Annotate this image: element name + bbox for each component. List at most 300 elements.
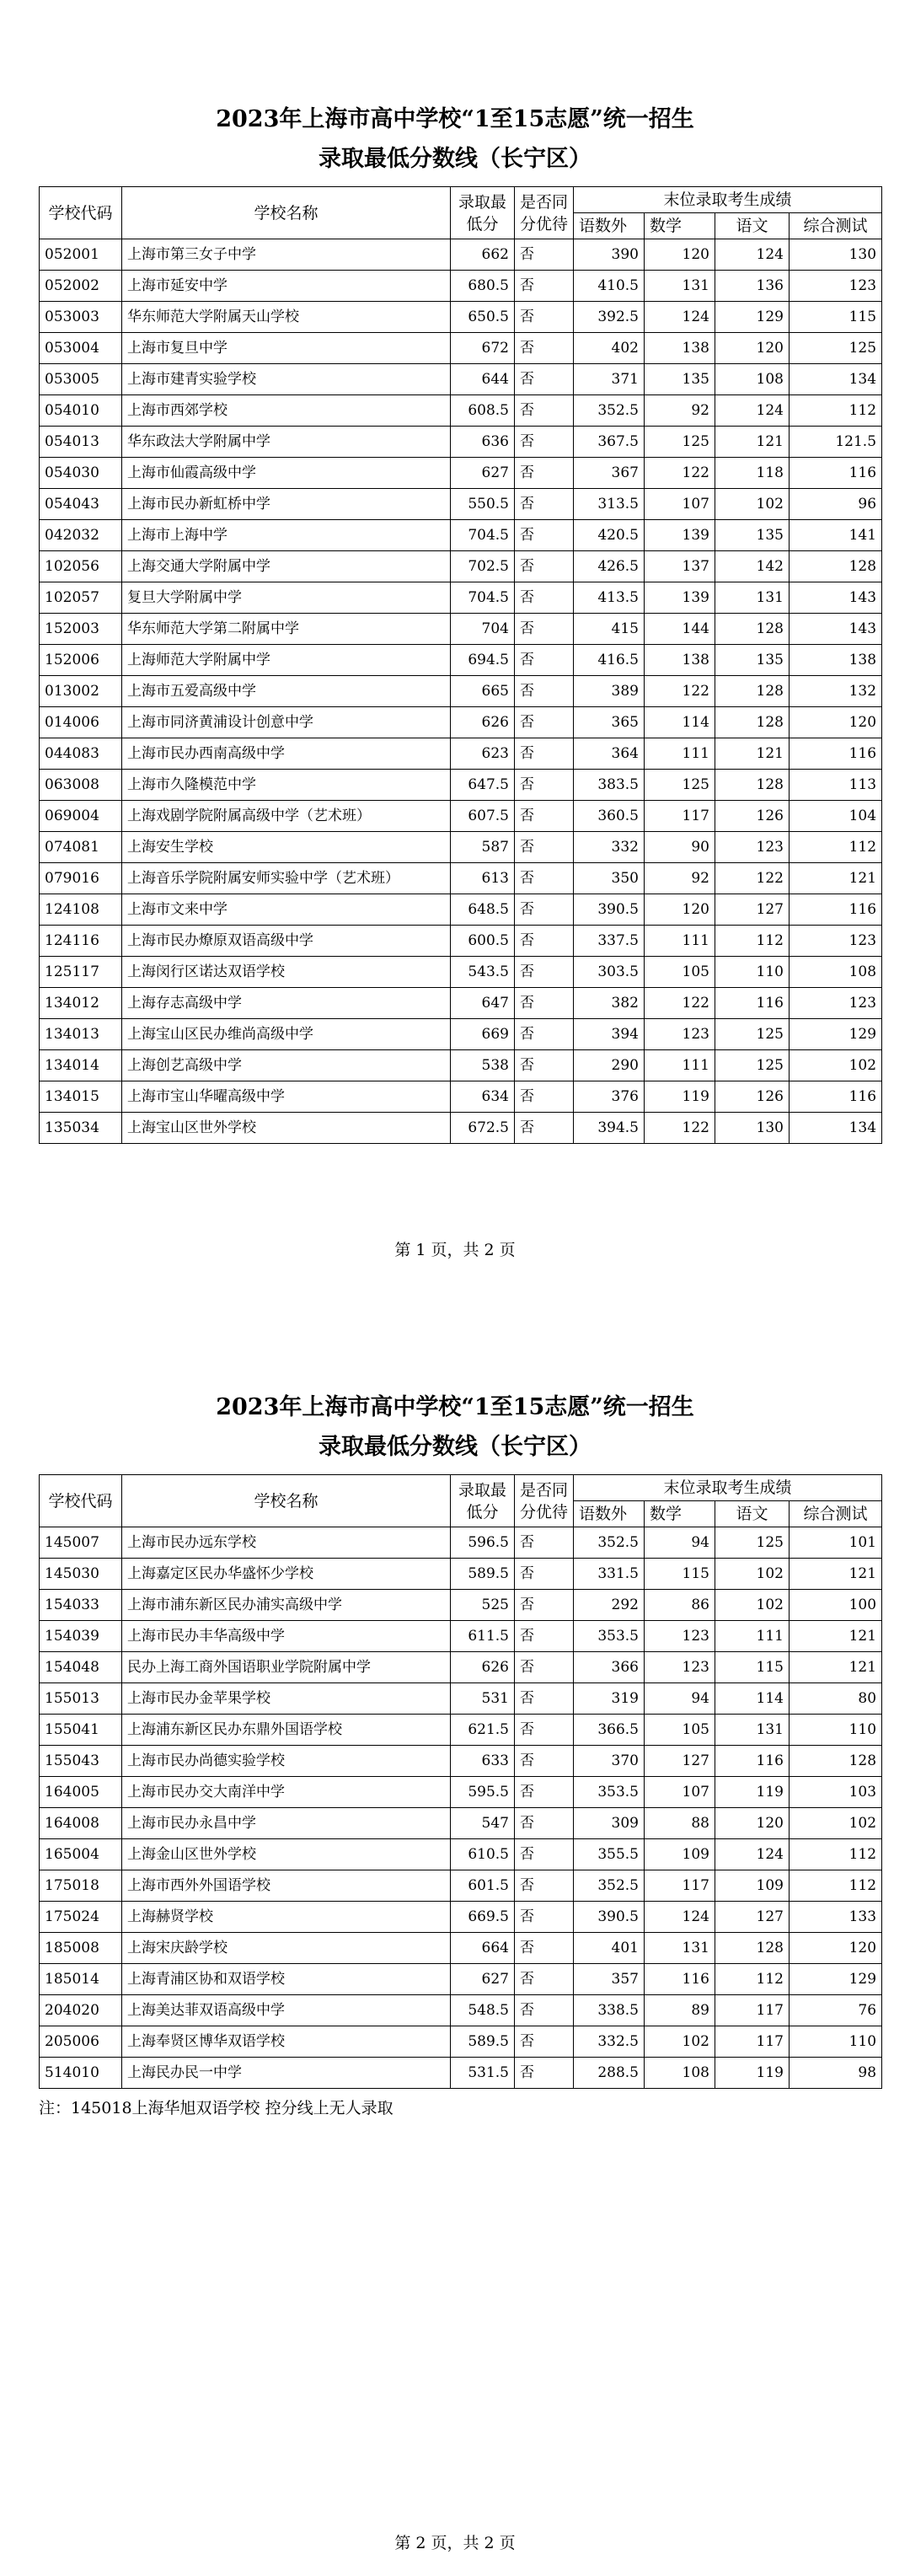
- score-math: 139: [645, 520, 715, 551]
- school-code: 079016: [40, 863, 122, 894]
- min-score: 613: [451, 863, 515, 894]
- priority-flag: 否: [515, 832, 574, 863]
- score-math: 111: [645, 738, 715, 770]
- min-score: 621.5: [451, 1715, 515, 1746]
- table-row: [40, 302, 882, 333]
- min-score: 633: [451, 1746, 515, 1777]
- score-comprehensive: 116: [790, 1081, 882, 1113]
- header-last-group: 末位录取考生成绩: [574, 1475, 882, 1501]
- priority-flag: 否: [515, 2058, 574, 2089]
- document-subtitle: 录取最低分数线（长宁区）: [318, 146, 592, 172]
- school-name: 上海市西外外国语学校: [122, 1870, 451, 1902]
- min-score: 662: [451, 239, 515, 271]
- score-ysw: 290: [574, 1050, 645, 1081]
- min-score: 647: [451, 988, 515, 1019]
- table-row: [40, 1746, 882, 1777]
- score-math: 123: [645, 1621, 715, 1652]
- table-row: [40, 1870, 882, 1902]
- table-row: [40, 1621, 882, 1652]
- school-code: 514010: [40, 2058, 122, 2089]
- priority-flag: 否: [515, 707, 574, 738]
- priority-flag: 否: [515, 364, 574, 395]
- school-name: 上海市宝山华曜高级中学: [122, 1081, 451, 1113]
- header-priority: [515, 1475, 574, 1527]
- score-comprehensive: 110: [790, 1715, 882, 1746]
- school-name: 上海市仙霞高级中学: [122, 458, 451, 489]
- score-math: 108: [645, 2058, 715, 2089]
- school-name: 上海市民办永昌中学: [122, 1808, 451, 1839]
- table-row: [40, 1964, 882, 1995]
- score-chinese: 125: [715, 1019, 790, 1050]
- score-chinese: 116: [715, 988, 790, 1019]
- priority-flag: 否: [515, 1870, 574, 1902]
- score-ysw: 352.5: [574, 395, 645, 427]
- score-math: 144: [645, 614, 715, 645]
- table-row: [40, 239, 882, 271]
- priority-flag: 否: [515, 1019, 574, 1050]
- score-math: 109: [645, 1839, 715, 1870]
- school-code: 053003: [40, 302, 122, 333]
- table-row: [40, 1995, 882, 2026]
- school-code: 205006: [40, 2026, 122, 2058]
- score-chinese: 108: [715, 364, 790, 395]
- school-name: 华东师范大学附属天山学校: [122, 302, 451, 333]
- priority-flag: 否: [515, 2026, 574, 2058]
- school-code: 154033: [40, 1590, 122, 1621]
- school-code: 145030: [40, 1559, 122, 1590]
- score-comprehensive: 121.5: [790, 427, 882, 458]
- score-math: 89: [645, 1995, 715, 2026]
- min-score: 623: [451, 738, 515, 770]
- min-score: 548.5: [451, 1995, 515, 2026]
- table-row: [40, 1081, 882, 1113]
- header-ysw: 语数外: [574, 213, 645, 239]
- school-name: 上海宝山区民办维尚高级中学: [122, 1019, 451, 1050]
- score-chinese: 128: [715, 676, 790, 707]
- score-comprehensive: 113: [790, 770, 882, 801]
- table-row: [40, 1113, 882, 1144]
- priority-flag: 否: [515, 801, 574, 832]
- school-code: 152006: [40, 645, 122, 676]
- school-name: 上海市浦东新区民办浦实高级中学: [122, 1590, 451, 1621]
- score-comprehensive: 121: [790, 1621, 882, 1652]
- score-math: 94: [645, 1527, 715, 1559]
- score-chinese: 124: [715, 239, 790, 271]
- min-score: 704.5: [451, 582, 515, 614]
- score-math: 114: [645, 707, 715, 738]
- score-ysw: 357: [574, 1964, 645, 1995]
- school-name: 上海市久隆模范中学: [122, 770, 451, 801]
- school-name: 上海嘉定区民办华盛怀少学校: [122, 1559, 451, 1590]
- score-ysw: 415: [574, 614, 645, 645]
- header-comprehensive: 综合测试: [790, 1501, 882, 1527]
- score-comprehensive: 133: [790, 1902, 882, 1933]
- score-comprehensive: 76: [790, 1995, 882, 2026]
- header-min-score: [451, 187, 515, 239]
- table-row: [40, 801, 882, 832]
- score-comprehensive: 102: [790, 1808, 882, 1839]
- page-footer: 第 1 页，共 2 页: [394, 1241, 516, 1259]
- min-score: 627: [451, 1964, 515, 1995]
- score-comprehensive: 116: [790, 738, 882, 770]
- table-row: [40, 489, 882, 520]
- school-code: 164008: [40, 1808, 122, 1839]
- score-ysw: 319: [574, 1683, 645, 1715]
- score-table: [39, 186, 882, 1144]
- score-comprehensive: 108: [790, 957, 882, 988]
- school-code: 154039: [40, 1621, 122, 1652]
- score-chinese: 126: [715, 801, 790, 832]
- school-name: 上海安生学校: [122, 832, 451, 863]
- score-math: 124: [645, 302, 715, 333]
- min-score: 547: [451, 1808, 515, 1839]
- table-row: [40, 395, 882, 427]
- priority-flag: 否: [515, 271, 574, 302]
- priority-flag: 否: [515, 863, 574, 894]
- score-chinese: 109: [715, 1870, 790, 1902]
- score-ysw: 313.5: [574, 489, 645, 520]
- min-score: 704.5: [451, 520, 515, 551]
- table-row: [40, 364, 882, 395]
- score-math: 122: [645, 676, 715, 707]
- score-comprehensive: 125: [790, 333, 882, 364]
- score-chinese: 121: [715, 427, 790, 458]
- score-math: 107: [645, 1777, 715, 1808]
- school-name: 上海创艺高级中学: [122, 1050, 451, 1081]
- school-code: 052001: [40, 239, 122, 271]
- score-chinese: 129: [715, 302, 790, 333]
- school-name: 上海市民办丰华高级中学: [122, 1621, 451, 1652]
- min-score: 538: [451, 1050, 515, 1081]
- min-score: 650.5: [451, 302, 515, 333]
- school-code: 053005: [40, 364, 122, 395]
- score-chinese: 128: [715, 614, 790, 645]
- min-score: 644: [451, 364, 515, 395]
- score-math: 122: [645, 988, 715, 1019]
- score-ysw: 350: [574, 863, 645, 894]
- priority-flag: 否: [515, 333, 574, 364]
- table-row: [40, 333, 882, 364]
- school-code: 069004: [40, 801, 122, 832]
- header-last-group: 末位录取考生成绩: [574, 187, 882, 213]
- score-chinese: 128: [715, 707, 790, 738]
- min-score: 608.5: [451, 395, 515, 427]
- score-chinese: 111: [715, 1621, 790, 1652]
- school-code: 125117: [40, 957, 122, 988]
- score-math: 137: [645, 551, 715, 582]
- priority-flag: 否: [515, 395, 574, 427]
- score-chinese: 119: [715, 1777, 790, 1808]
- score-comprehensive: 112: [790, 1870, 882, 1902]
- score-comprehensive: 116: [790, 458, 882, 489]
- score-math: 115: [645, 1559, 715, 1590]
- score-ysw: 331.5: [574, 1559, 645, 1590]
- school-name: 上海市西郊学校: [122, 395, 451, 427]
- min-score: 531.5: [451, 2058, 515, 2089]
- header-ysw: 语数外: [574, 1501, 645, 1527]
- score-math: 125: [645, 427, 715, 458]
- min-score: 525: [451, 1590, 515, 1621]
- score-math: 92: [645, 863, 715, 894]
- score-ysw: 360.5: [574, 801, 645, 832]
- priority-flag: 否: [515, 302, 574, 333]
- priority-flag: 否: [515, 926, 574, 957]
- score-table-body: [40, 1527, 882, 2089]
- score-comprehensive: 115: [790, 302, 882, 333]
- score-chinese: 102: [715, 1590, 790, 1621]
- school-name: 上海市第三女子中学: [122, 239, 451, 271]
- score-math: 102: [645, 2026, 715, 2058]
- school-code: 185008: [40, 1933, 122, 1964]
- school-code: 134015: [40, 1081, 122, 1113]
- score-math: 122: [645, 1113, 715, 1144]
- priority-flag: 否: [515, 458, 574, 489]
- school-name: 民办上海工商外国语职业学院附属中学: [122, 1652, 451, 1683]
- priority-flag: 否: [515, 582, 574, 614]
- score-comprehensive: 112: [790, 1839, 882, 1870]
- score-chinese: 142: [715, 551, 790, 582]
- score-math: 119: [645, 1081, 715, 1113]
- min-score: 669.5: [451, 1902, 515, 1933]
- min-score: 636: [451, 427, 515, 458]
- min-score: 647.5: [451, 770, 515, 801]
- header-priority: [515, 187, 574, 239]
- table-row: [40, 520, 882, 551]
- score-comprehensive: 134: [790, 1113, 882, 1144]
- min-score: 704: [451, 614, 515, 645]
- document-title: 2023年上海市高中学校“1至15志愿”统一招生: [216, 106, 694, 132]
- score-comprehensive: 138: [790, 645, 882, 676]
- school-name: 上海市民办西南高级中学: [122, 738, 451, 770]
- score-comprehensive: 103: [790, 1777, 882, 1808]
- school-name: 上海美达菲双语高级中学: [122, 1995, 451, 2026]
- priority-flag: 否: [515, 239, 574, 271]
- score-math: 123: [645, 1019, 715, 1050]
- document-subtitle: 录取最低分数线（长宁区）: [318, 1434, 592, 1460]
- priority-flag: 否: [515, 770, 574, 801]
- score-chinese: 116: [715, 1746, 790, 1777]
- priority-flag: 否: [515, 1933, 574, 1964]
- min-score: 664: [451, 1933, 515, 1964]
- school-code: 074081: [40, 832, 122, 863]
- school-code: 124116: [40, 926, 122, 957]
- min-score: 543.5: [451, 957, 515, 988]
- score-chinese: 120: [715, 333, 790, 364]
- school-name: 上海宋庆龄学校: [122, 1933, 451, 1964]
- min-score: 672: [451, 333, 515, 364]
- min-score: 611.5: [451, 1621, 515, 1652]
- score-ysw: 392.5: [574, 302, 645, 333]
- priority-flag: 否: [515, 1652, 574, 1683]
- score-comprehensive: 128: [790, 551, 882, 582]
- score-comprehensive: 101: [790, 1527, 882, 1559]
- score-math: 105: [645, 1715, 715, 1746]
- min-score: 634: [451, 1081, 515, 1113]
- score-table: [39, 1474, 882, 2089]
- score-chinese: 117: [715, 2026, 790, 2058]
- score-math: 139: [645, 582, 715, 614]
- school-code: 164005: [40, 1777, 122, 1808]
- table-row: [40, 1715, 882, 1746]
- table-row: [40, 1590, 882, 1621]
- table-row: [40, 957, 882, 988]
- school-name: 上海宝山区世外学校: [122, 1113, 451, 1144]
- min-score: 610.5: [451, 1839, 515, 1870]
- score-comprehensive: 130: [790, 239, 882, 271]
- table-row: [40, 1683, 882, 1715]
- score-comprehensive: 100: [790, 1590, 882, 1621]
- score-math: 111: [645, 1050, 715, 1081]
- school-code: 185014: [40, 1964, 122, 1995]
- score-math: 122: [645, 458, 715, 489]
- score-chinese: 117: [715, 1995, 790, 2026]
- school-name: 上海闵行区诺达双语学校: [122, 957, 451, 988]
- score-comprehensive: 120: [790, 1933, 882, 1964]
- score-math: 117: [645, 801, 715, 832]
- page-footer: 第 2 页，共 2 页: [394, 2534, 516, 2552]
- score-comprehensive: 141: [790, 520, 882, 551]
- priority-flag: 否: [515, 957, 574, 988]
- score-comprehensive: 112: [790, 832, 882, 863]
- school-name: 上海市民办尚德实验学校: [122, 1746, 451, 1777]
- priority-flag: 否: [515, 1964, 574, 1995]
- min-score: 669: [451, 1019, 515, 1050]
- priority-flag: 否: [515, 1590, 574, 1621]
- header-code: 学校代码: [40, 187, 122, 239]
- table-row: [40, 427, 882, 458]
- score-chinese: 127: [715, 1902, 790, 1933]
- score-ysw: 337.5: [574, 926, 645, 957]
- priority-flag: 否: [515, 1746, 574, 1777]
- score-comprehensive: 128: [790, 1746, 882, 1777]
- score-ysw: 426.5: [574, 551, 645, 582]
- score-comprehensive: 120: [790, 707, 882, 738]
- score-math: 120: [645, 894, 715, 926]
- score-chinese: 131: [715, 582, 790, 614]
- score-math: 123: [645, 1652, 715, 1683]
- table-row: [40, 1050, 882, 1081]
- score-comprehensive: 104: [790, 801, 882, 832]
- school-code: 053004: [40, 333, 122, 364]
- header-name: 学校名称: [122, 1475, 451, 1527]
- score-chinese: 114: [715, 1683, 790, 1715]
- school-code: 013002: [40, 676, 122, 707]
- header-min-score-line1: 录取最: [458, 192, 506, 212]
- table-row: [40, 988, 882, 1019]
- table-row: [40, 707, 882, 738]
- school-name: 上海市同济黄浦设计创意中学: [122, 707, 451, 738]
- priority-flag: 否: [515, 1902, 574, 1933]
- table-row: [40, 458, 882, 489]
- score-ysw: 364: [574, 738, 645, 770]
- table-note: 注：145018上海华旭双语学校 控分线上无人录取: [39, 2099, 393, 2117]
- score-ysw: 394.5: [574, 1113, 645, 1144]
- table-row: [40, 894, 882, 926]
- score-ysw: 390.5: [574, 1902, 645, 1933]
- table-row: [40, 1839, 882, 1870]
- score-math: 138: [645, 645, 715, 676]
- score-ysw: 376: [574, 1081, 645, 1113]
- school-name: 复旦大学附属中学: [122, 582, 451, 614]
- school-name: 上海浦东新区民办东鼎外国语学校: [122, 1715, 451, 1746]
- table-row: [40, 832, 882, 863]
- header-min-score-line2: 低分: [466, 1502, 499, 1521]
- school-name: 上海市民办燎原双语高级中学: [122, 926, 451, 957]
- score-ysw: 288.5: [574, 2058, 645, 2089]
- priority-flag: 否: [515, 1050, 574, 1081]
- table-row: [40, 1808, 882, 1839]
- score-comprehensive: 116: [790, 894, 882, 926]
- school-name: 上海交通大学附属中学: [122, 551, 451, 582]
- header-priority-line2: 分优待: [520, 1502, 569, 1521]
- table-row: [40, 271, 882, 302]
- score-chinese: 102: [715, 1559, 790, 1590]
- score-ysw: 366: [574, 1652, 645, 1683]
- page-2: [0, 1288, 910, 2576]
- score-math: 94: [645, 1683, 715, 1715]
- min-score: 648.5: [451, 894, 515, 926]
- score-comprehensive: 129: [790, 1964, 882, 1995]
- min-score: 672.5: [451, 1113, 515, 1144]
- score-chinese: 127: [715, 894, 790, 926]
- score-chinese: 130: [715, 1113, 790, 1144]
- header-min-score-line2: 低分: [466, 214, 499, 233]
- school-name: 上海市复旦中学: [122, 333, 451, 364]
- school-code: 175024: [40, 1902, 122, 1933]
- score-chinese: 115: [715, 1652, 790, 1683]
- score-table-body: [40, 239, 882, 1144]
- score-ysw: 383.5: [574, 770, 645, 801]
- score-comprehensive: 110: [790, 2026, 882, 2058]
- table-row: [40, 1019, 882, 1050]
- priority-flag: 否: [515, 738, 574, 770]
- score-chinese: 124: [715, 395, 790, 427]
- score-comprehensive: 134: [790, 364, 882, 395]
- table-row: [40, 614, 882, 645]
- score-chinese: 128: [715, 770, 790, 801]
- score-ysw: 352.5: [574, 1527, 645, 1559]
- header-priority-line2: 分优待: [520, 214, 569, 233]
- score-math: 127: [645, 1746, 715, 1777]
- score-comprehensive: 143: [790, 614, 882, 645]
- score-ysw: 402: [574, 333, 645, 364]
- min-score: 596.5: [451, 1527, 515, 1559]
- score-ysw: 309: [574, 1808, 645, 1839]
- min-score: 694.5: [451, 645, 515, 676]
- document-title: 2023年上海市高中学校“1至15志愿”统一招生: [216, 1394, 694, 1420]
- priority-flag: 否: [515, 1839, 574, 1870]
- school-name: 上海存志高级中学: [122, 988, 451, 1019]
- score-chinese: 112: [715, 926, 790, 957]
- min-score: 680.5: [451, 271, 515, 302]
- min-score: 589.5: [451, 2026, 515, 2058]
- score-ysw: 416.5: [574, 645, 645, 676]
- header-math: 数学: [645, 213, 715, 239]
- school-name: 上海市文来中学: [122, 894, 451, 926]
- min-score: 702.5: [451, 551, 515, 582]
- school-name: 上海市民办远东学校: [122, 1527, 451, 1559]
- table-row: [40, 738, 882, 770]
- school-name: 上海民办民一中学: [122, 2058, 451, 2089]
- score-chinese: 122: [715, 863, 790, 894]
- priority-flag: 否: [515, 1683, 574, 1715]
- priority-flag: 否: [515, 676, 574, 707]
- score-math: 131: [645, 271, 715, 302]
- score-ysw: 390: [574, 239, 645, 271]
- min-score: 587: [451, 832, 515, 863]
- score-comprehensive: 123: [790, 926, 882, 957]
- score-chinese: 125: [715, 1527, 790, 1559]
